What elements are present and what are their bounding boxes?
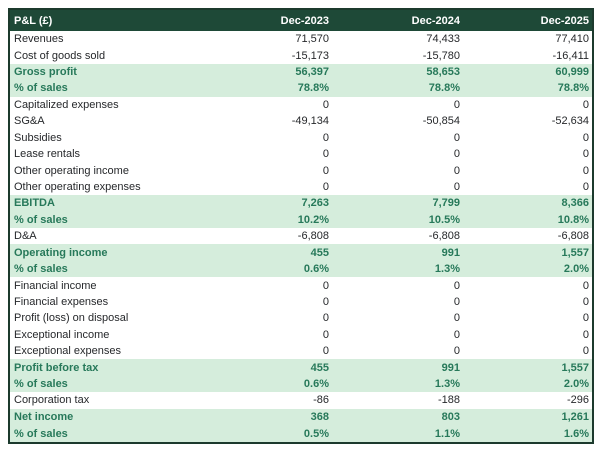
row-value: 1.3% bbox=[332, 261, 463, 277]
table-row bbox=[9, 130, 593, 146]
row-value: 8,366 bbox=[463, 195, 593, 211]
column-header-dec-2023: Dec-2023 bbox=[201, 9, 332, 31]
table-row bbox=[9, 80, 593, 96]
row-value: 0 bbox=[332, 162, 463, 178]
row-value: 60,999 bbox=[463, 64, 593, 80]
row-value: 0 bbox=[463, 146, 593, 162]
table-row bbox=[9, 179, 593, 195]
row-label: Other operating income bbox=[9, 162, 201, 178]
row-label: % of sales bbox=[9, 376, 201, 392]
row-label: % of sales bbox=[9, 212, 201, 228]
row-value: 0 bbox=[332, 130, 463, 146]
row-value: 0 bbox=[463, 179, 593, 195]
row-value: 0 bbox=[463, 294, 593, 310]
row-label: Subsidies bbox=[9, 130, 201, 146]
row-value: 0 bbox=[332, 310, 463, 326]
row-value: 0 bbox=[463, 327, 593, 343]
table-row bbox=[9, 97, 593, 113]
row-value: 0 bbox=[201, 343, 332, 359]
row-value: 0 bbox=[463, 130, 593, 146]
row-value: 0 bbox=[463, 277, 593, 293]
table-row bbox=[9, 409, 593, 425]
row-value: 0 bbox=[332, 343, 463, 359]
row-label: Profit (loss) on disposal bbox=[9, 310, 201, 326]
pnl-table bbox=[8, 8, 594, 444]
row-value: -188 bbox=[332, 392, 463, 408]
row-value: 0.6% bbox=[201, 261, 332, 277]
table-row bbox=[9, 212, 593, 228]
row-value: 0 bbox=[201, 130, 332, 146]
row-value: 0 bbox=[201, 310, 332, 326]
row-value: 0 bbox=[463, 97, 593, 113]
column-header-dec-2024: Dec-2024 bbox=[332, 9, 463, 31]
table-row bbox=[9, 359, 593, 375]
table-row bbox=[9, 228, 593, 244]
row-value: 58,653 bbox=[332, 64, 463, 80]
row-value: 1,261 bbox=[463, 409, 593, 425]
row-value: -15,780 bbox=[332, 47, 463, 63]
row-label: % of sales bbox=[9, 425, 201, 443]
row-value: 56,397 bbox=[201, 64, 332, 80]
row-value: 0 bbox=[201, 162, 332, 178]
row-label: Cost of goods sold bbox=[9, 47, 201, 63]
table-row bbox=[9, 294, 593, 310]
table-title: P&L (£) bbox=[9, 9, 201, 31]
row-value: 0 bbox=[463, 343, 593, 359]
row-label: Gross profit bbox=[9, 64, 201, 80]
row-label: Revenues bbox=[9, 31, 201, 47]
row-value: 0 bbox=[201, 179, 332, 195]
row-label: Net income bbox=[9, 409, 201, 425]
table-row bbox=[9, 47, 593, 63]
column-header-dec-2025: Dec-2025 bbox=[463, 9, 593, 31]
row-label: Profit before tax bbox=[9, 359, 201, 375]
row-value: 0 bbox=[332, 277, 463, 293]
row-value: 78.8% bbox=[463, 80, 593, 96]
row-label: % of sales bbox=[9, 261, 201, 277]
row-value: 78.8% bbox=[332, 80, 463, 96]
row-value: 1.6% bbox=[463, 425, 593, 443]
row-value: 77,410 bbox=[463, 31, 593, 47]
table-row bbox=[9, 244, 593, 260]
row-value: 74,433 bbox=[332, 31, 463, 47]
row-label: Lease rentals bbox=[9, 146, 201, 162]
row-label: Operating income bbox=[9, 244, 201, 260]
row-value: 1,557 bbox=[463, 359, 593, 375]
row-label: Capitalized expenses bbox=[9, 97, 201, 113]
row-value: 71,570 bbox=[201, 31, 332, 47]
table-row bbox=[9, 162, 593, 178]
row-value: 0 bbox=[463, 162, 593, 178]
table-row bbox=[9, 392, 593, 408]
row-value: 0.5% bbox=[201, 425, 332, 443]
row-value: 0 bbox=[332, 294, 463, 310]
table-row bbox=[9, 327, 593, 343]
row-value: 2.0% bbox=[463, 261, 593, 277]
row-value: 0 bbox=[201, 277, 332, 293]
row-value: 991 bbox=[332, 244, 463, 260]
table-row bbox=[9, 343, 593, 359]
header-row bbox=[9, 9, 593, 31]
row-value: -50,854 bbox=[332, 113, 463, 129]
table-row bbox=[9, 146, 593, 162]
table-row bbox=[9, 277, 593, 293]
row-value: 1.3% bbox=[332, 376, 463, 392]
table-row bbox=[9, 64, 593, 80]
row-value: 368 bbox=[201, 409, 332, 425]
row-value: 0 bbox=[332, 97, 463, 113]
row-value: 0 bbox=[332, 327, 463, 343]
table-row bbox=[9, 261, 593, 277]
table-row bbox=[9, 31, 593, 47]
row-label: Corporation tax bbox=[9, 392, 201, 408]
row-value: 10.8% bbox=[463, 212, 593, 228]
row-value: 455 bbox=[201, 359, 332, 375]
table-header bbox=[9, 9, 593, 31]
row-value: 0 bbox=[332, 146, 463, 162]
row-value: -6,808 bbox=[332, 228, 463, 244]
row-label: Exceptional expenses bbox=[9, 343, 201, 359]
row-value: 0 bbox=[201, 146, 332, 162]
row-value: 2.0% bbox=[463, 376, 593, 392]
row-value: 0 bbox=[332, 179, 463, 195]
row-value: 991 bbox=[332, 359, 463, 375]
table-row bbox=[9, 195, 593, 211]
row-value: 1.1% bbox=[332, 425, 463, 443]
row-label: SG&A bbox=[9, 113, 201, 129]
row-value: 7,263 bbox=[201, 195, 332, 211]
table-row bbox=[9, 310, 593, 326]
row-value: 0 bbox=[463, 310, 593, 326]
row-value: -6,808 bbox=[201, 228, 332, 244]
row-value: 1,557 bbox=[463, 244, 593, 260]
row-label: Financial income bbox=[9, 277, 201, 293]
row-value: -6,808 bbox=[463, 228, 593, 244]
row-value: 10.5% bbox=[332, 212, 463, 228]
row-value: 10.2% bbox=[201, 212, 332, 228]
row-value: 455 bbox=[201, 244, 332, 260]
row-label: EBITDA bbox=[9, 195, 201, 211]
row-value: 0.6% bbox=[201, 376, 332, 392]
row-value: -86 bbox=[201, 392, 332, 408]
row-value: -15,173 bbox=[201, 47, 332, 63]
row-value: 803 bbox=[332, 409, 463, 425]
row-value: 0 bbox=[201, 97, 332, 113]
row-value: 78.8% bbox=[201, 80, 332, 96]
row-value: -52,634 bbox=[463, 113, 593, 129]
row-value: -16,411 bbox=[463, 47, 593, 63]
table-body bbox=[9, 31, 593, 443]
row-value: 7,799 bbox=[332, 195, 463, 211]
row-label: Other operating expenses bbox=[9, 179, 201, 195]
row-value: 0 bbox=[201, 327, 332, 343]
table-row bbox=[9, 425, 593, 443]
row-value: -296 bbox=[463, 392, 593, 408]
table-row bbox=[9, 113, 593, 129]
row-value: -49,134 bbox=[201, 113, 332, 129]
row-value: 0 bbox=[201, 294, 332, 310]
row-label: Exceptional income bbox=[9, 327, 201, 343]
row-label: Financial expenses bbox=[9, 294, 201, 310]
row-label: % of sales bbox=[9, 80, 201, 96]
table-row bbox=[9, 376, 593, 392]
row-label: D&A bbox=[9, 228, 201, 244]
